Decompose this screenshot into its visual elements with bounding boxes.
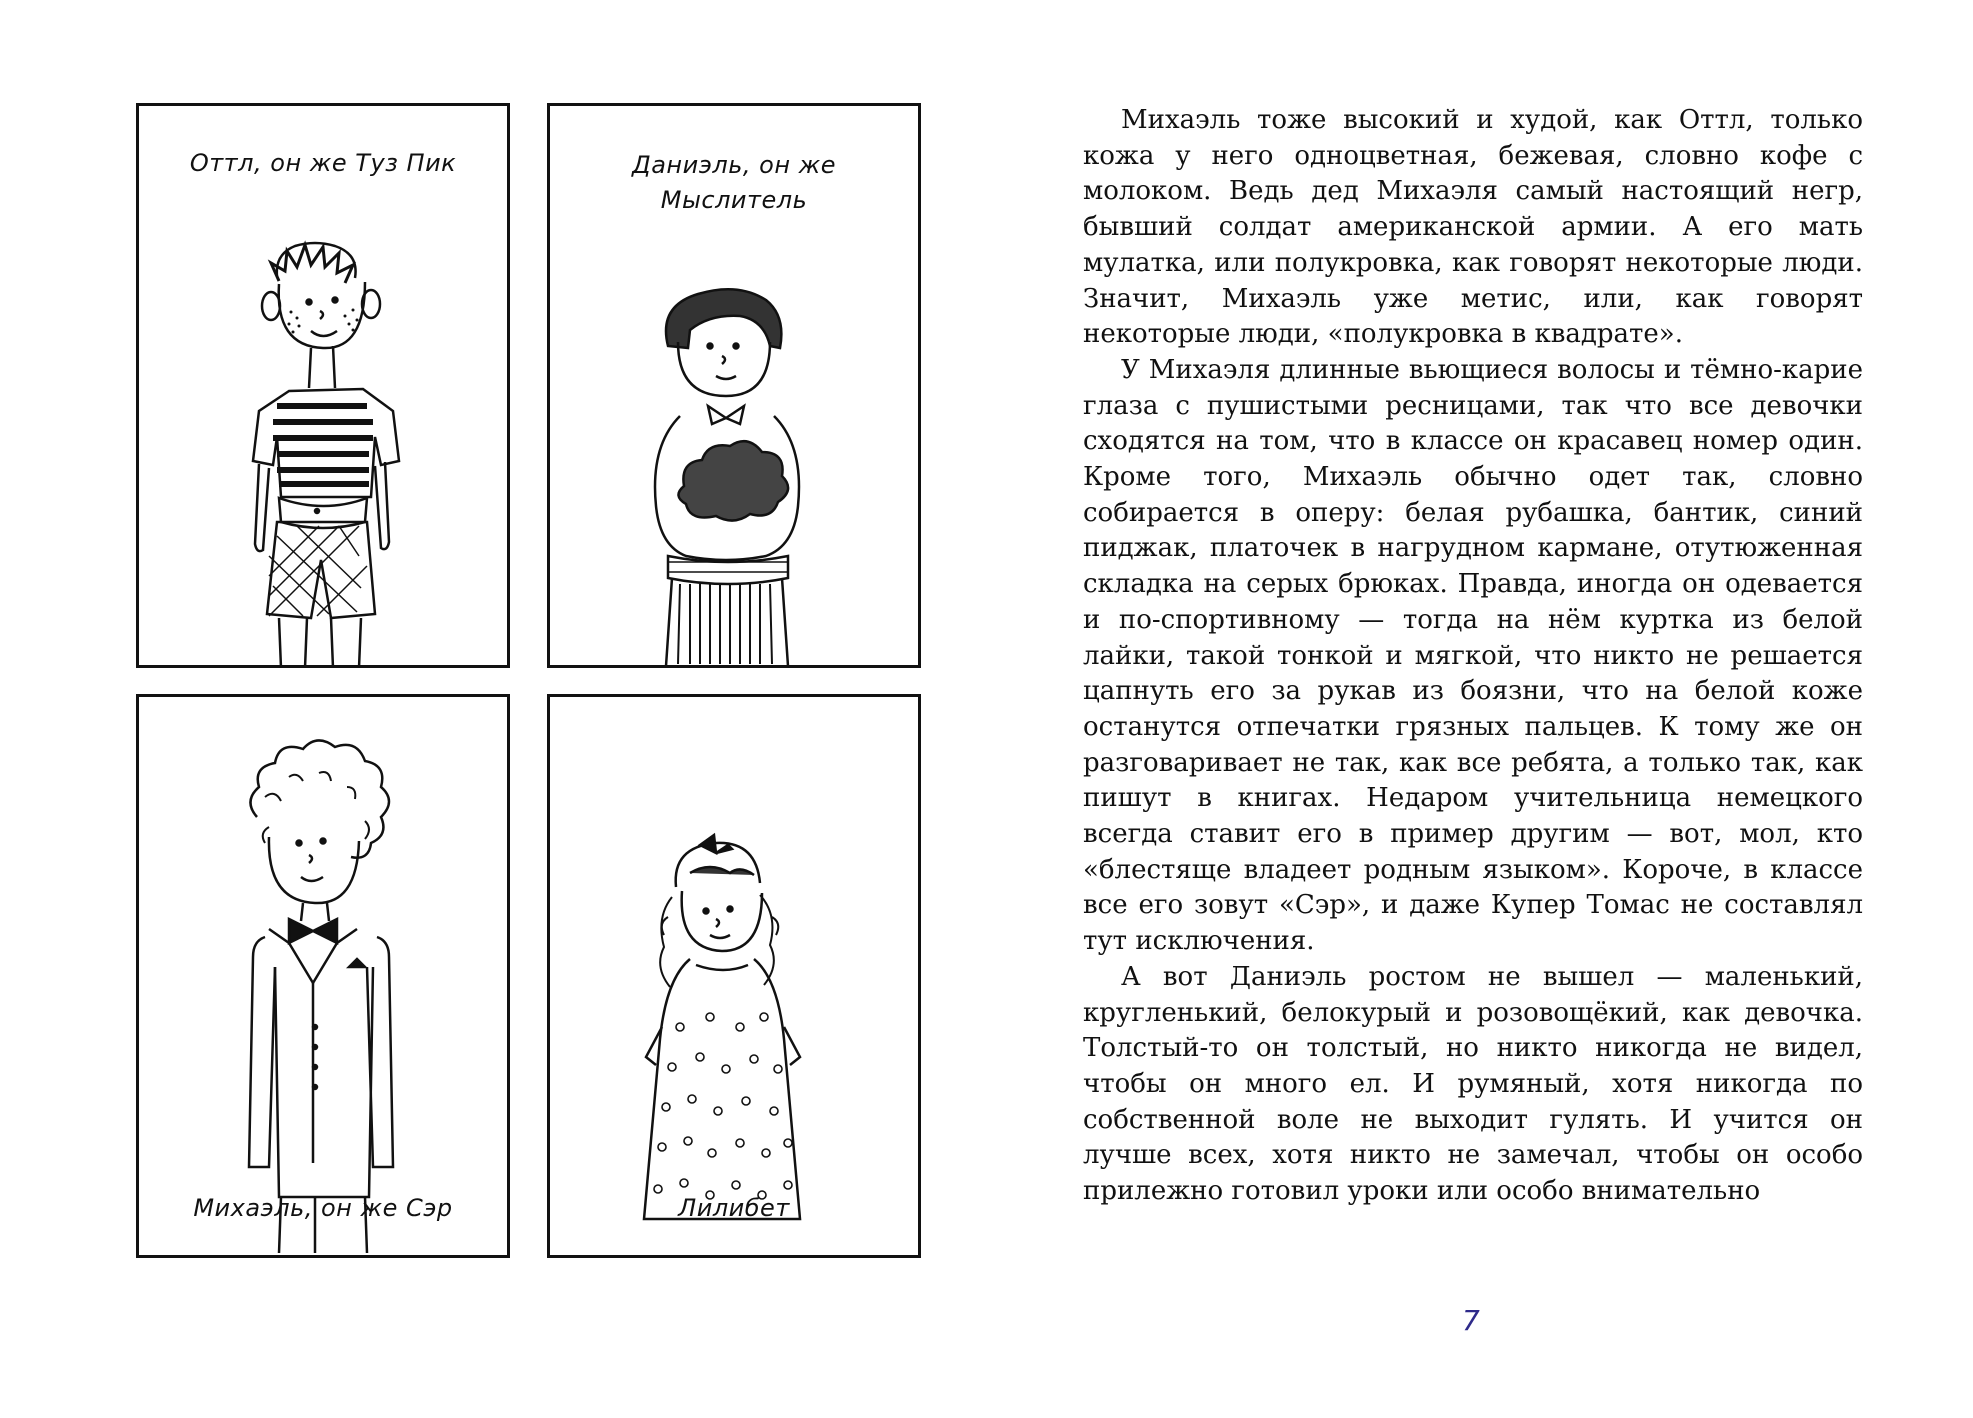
michael-drawing bbox=[139, 697, 507, 1255]
lilibet-drawing bbox=[550, 697, 918, 1255]
caption-line: Мыслитель bbox=[660, 185, 808, 214]
text-page bbox=[1083, 103, 1863, 1210]
card-daniel bbox=[547, 103, 921, 668]
card-ottl bbox=[136, 103, 510, 668]
card-michael bbox=[136, 694, 510, 1258]
caption-line: Лилибет bbox=[678, 1194, 790, 1222]
ottl-drawing bbox=[139, 106, 507, 665]
caption-line: Михаэль, он же Сэр bbox=[193, 1194, 453, 1222]
daniel-drawing bbox=[550, 106, 918, 665]
card-caption bbox=[139, 1191, 507, 1226]
paragraph: У Михаэля длинные вьющиеся волосы и тёмно-карие глаза с пушистыми ресницами, так что все девочки сходятся на том, что в классе он красавец номер один. Кроме того, Михаэль обычно одет так, словно собирается в оперу: белая рубашка, бантик, синий пиджак, платочек в нагрудном кармане, отутюженная складка на серых брюках. Правда, иногда он одевается и по-спортивному — тогда на нём куртка из белой лайки, такой тонкой и мягкой, что никто не решается цапнуть его за рукав из боязни, что на белой коже останутся отпечатки грязных пальцев. К тому же он разговаривает не так, как все ребята, а только так, как пишут в книгах. Недаром учительница немецкого всегда ставит его в пример другим — вот, мол, кто «блестяще владеет родным языком». Короче, в классе все его зовут «Сэр», и даже Купер Томас не составлял тут исключения. bbox=[1083, 354, 1863, 957]
caption-line: Оттл, он же Туз Пик bbox=[189, 149, 457, 177]
page-number: 7 bbox=[1462, 1304, 1480, 1337]
caption-line: Даниэль, он же bbox=[631, 151, 837, 179]
card-lilibet bbox=[547, 694, 921, 1258]
paragraph: А вот Даниэль ростом не вышел — маленький, кругленький, белокурый и розовощёкий, как девочка. Толстый-то он толстый, но никто никогда не видел, чтобы он много ел. И румяный, хотя никогда по собственной воле не выходит гулять. И учится он лучше всех, хотя никто не замечал, чтобы он особо прилежно готовил уроки или особо внимательно bbox=[1083, 961, 1863, 1207]
paragraph: Михаэль тоже высокий и худой, как Оттл, только кожа у него одноцветная, бежевая, словно кофе с молоком. Ведь дед Михаэля самый настоящий негр, бывший солдат американской армии. А его мать мулатка, или полукровка, как говорят некоторые люди. Значит, Михаэль уже метис, или, как говорят некоторые люди, «полукровка в квадрате». bbox=[1083, 105, 1863, 350]
card-caption bbox=[550, 1191, 918, 1226]
